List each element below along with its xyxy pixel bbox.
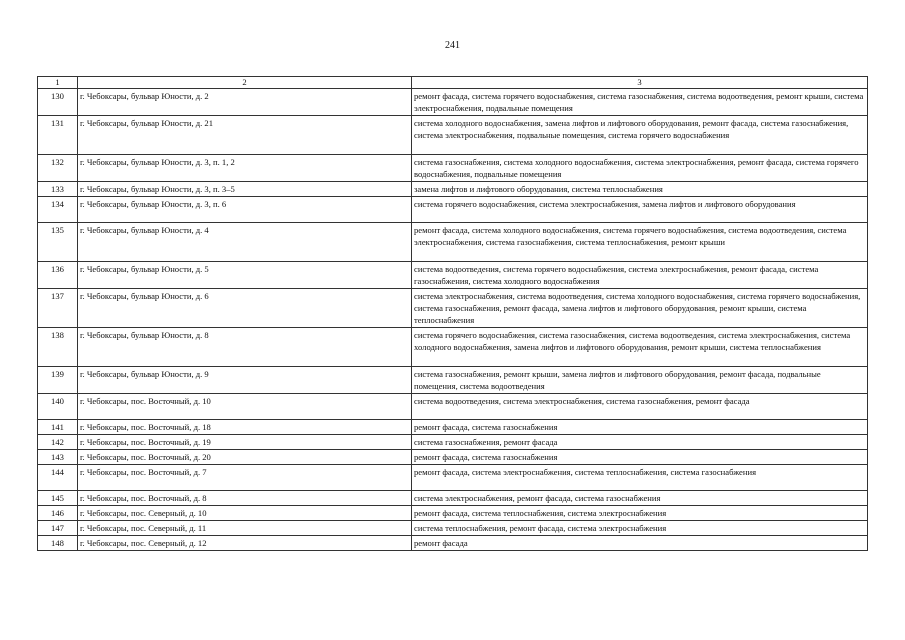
row-number: 148	[38, 536, 78, 551]
row-number: 136	[38, 262, 78, 289]
table-row	[38, 420, 868, 435]
row-number: 133	[38, 182, 78, 197]
row-number: 139	[38, 367, 78, 394]
row-address: г. Чебоксары, пос. Восточный, д. 8	[78, 491, 412, 506]
table-row	[38, 182, 868, 197]
table-body	[38, 89, 868, 551]
row-number: 147	[38, 521, 78, 536]
row-works: ремонт фасада, система электроснабжения, система теплоснабжения, система газоснабжения	[412, 465, 868, 491]
row-address: г. Чебоксары, пос. Северный, д. 10	[78, 506, 412, 521]
table-row	[38, 435, 868, 450]
row-works: система электроснабжения, ремонт фасада, система газоснабжения	[412, 491, 868, 506]
row-works: ремонт фасада, система теплоснабжения, система электроснабжения	[412, 506, 868, 521]
row-number: 142	[38, 435, 78, 450]
row-address: г. Чебоксары, бульвар Юности, д. 21	[78, 116, 412, 155]
row-address: г. Чебоксары, пос. Восточный, д. 18	[78, 420, 412, 435]
row-address: г. Чебоксары, пос. Северный, д. 12	[78, 536, 412, 551]
row-works: система водоотведения, система электроснабжения, система газоснабжения, ремонт фасада	[412, 394, 868, 420]
table-row	[38, 367, 868, 394]
row-address: г. Чебоксары, бульвар Юности, д. 3, п. 3–5	[78, 182, 412, 197]
row-number: 135	[38, 223, 78, 262]
row-number: 146	[38, 506, 78, 521]
row-number: 143	[38, 450, 78, 465]
table-row	[38, 394, 868, 420]
table-row	[38, 116, 868, 155]
row-address: г. Чебоксары, бульвар Юности, д. 3, п. 6	[78, 197, 412, 223]
row-works: система электроснабжения, система водоотведения, система холодного водоснабжения, система горячего водоснабжения, система газоснабжения, ремонт фасада, замена лифтов и лифтового оборудования, ремонт крыши, система теплоснабжения	[412, 289, 868, 328]
row-number: 134	[38, 197, 78, 223]
row-address: г. Чебоксары, пос. Восточный, д. 10	[78, 394, 412, 420]
table-row	[38, 155, 868, 182]
table-row	[38, 289, 868, 328]
table-row	[38, 465, 868, 491]
column-header: 3	[412, 77, 868, 89]
row-number: 131	[38, 116, 78, 155]
row-works: ремонт фасада, система холодного водоснабжения, система горячего водоснабжения, система водоотведения, система электроснабжения, система газоснабжения, система теплоснабжения, ремонт крыши	[412, 223, 868, 262]
row-works: система холодного водоснабжения, замена лифтов и лифтового оборудования, ремонт фасада, система газоснабжения, система электроснабжения, подвальные помещения, система горячего водоснабжения	[412, 116, 868, 155]
row-number: 132	[38, 155, 78, 182]
row-works: ремонт фасада, система газоснабжения	[412, 450, 868, 465]
row-number: 140	[38, 394, 78, 420]
table-header-row	[38, 77, 868, 89]
page-number: 241	[445, 40, 460, 51]
row-works: система горячего водоснабжения, система газоснабжения, система водоотведения, система электроснабжения, система холодного водоснабжения, замена лифтов и лифтового оборудования, ремонт крыши, система теплоснабжения	[412, 328, 868, 367]
row-works: ремонт фасада, система горячего водоснабжения, система газоснабжения, система водоотведения, ремонт крыши, система электроснабжения, подвальные помещения	[412, 89, 868, 116]
row-number: 145	[38, 491, 78, 506]
row-number: 144	[38, 465, 78, 491]
row-address: г. Чебоксары, пос. Восточный, д. 19	[78, 435, 412, 450]
table-row	[38, 328, 868, 367]
row-works: система газоснабжения, ремонт фасада	[412, 435, 868, 450]
row-works: система газоснабжения, система холодного водоснабжения, система электроснабжения, ремонт фасада, система горячего водоснабжения, подвальные помещения	[412, 155, 868, 182]
table-row	[38, 450, 868, 465]
table-row	[38, 262, 868, 289]
row-number: 137	[38, 289, 78, 328]
row-number: 138	[38, 328, 78, 367]
row-works: система газоснабжения, ремонт крыши, замена лифтов и лифтового оборудования, ремонт фасада, подвальные помещения, система водоотведения	[412, 367, 868, 394]
row-works: система водоотведения, система горячего водоснабжения, система электроснабжения, ремонт фасада, система газоснабжения, система холодного водоснабжения	[412, 262, 868, 289]
table-row	[38, 536, 868, 551]
table-row	[38, 223, 868, 262]
row-address: г. Чебоксары, бульвар Юности, д. 6	[78, 289, 412, 328]
row-address: г. Чебоксары, пос. Восточный, д. 7	[78, 465, 412, 491]
registry-table	[37, 76, 868, 551]
table-row	[38, 197, 868, 223]
row-address: г. Чебоксары, бульвар Юности, д. 3, п. 1, 2	[78, 155, 412, 182]
row-address: г. Чебоксары, пос. Северный, д. 11	[78, 521, 412, 536]
row-number: 141	[38, 420, 78, 435]
table-row	[38, 491, 868, 506]
row-works: замена лифтов и лифтового оборудования, система теплоснабжения	[412, 182, 868, 197]
row-works: ремонт фасада, система газоснабжения	[412, 420, 868, 435]
column-header: 2	[78, 77, 412, 89]
row-address: г. Чебоксары, бульвар Юности, д. 9	[78, 367, 412, 394]
table-row	[38, 506, 868, 521]
table-row	[38, 521, 868, 536]
row-works: ремонт фасада	[412, 536, 868, 551]
table-row	[38, 89, 868, 116]
row-works: система горячего водоснабжения, система электроснабжения, замена лифтов и лифтового оборудования	[412, 197, 868, 223]
row-address: г. Чебоксары, бульвар Юности, д. 8	[78, 328, 412, 367]
row-works: система теплоснабжения, ремонт фасада, система электроснабжения	[412, 521, 868, 536]
column-header: 1	[38, 77, 78, 89]
row-address: г. Чебоксары, пос. Восточный, д. 20	[78, 450, 412, 465]
row-address: г. Чебоксары, бульвар Юности, д. 2	[78, 89, 412, 116]
row-address: г. Чебоксары, бульвар Юности, д. 5	[78, 262, 412, 289]
row-address: г. Чебоксары, бульвар Юности, д. 4	[78, 223, 412, 262]
row-number: 130	[38, 89, 78, 116]
